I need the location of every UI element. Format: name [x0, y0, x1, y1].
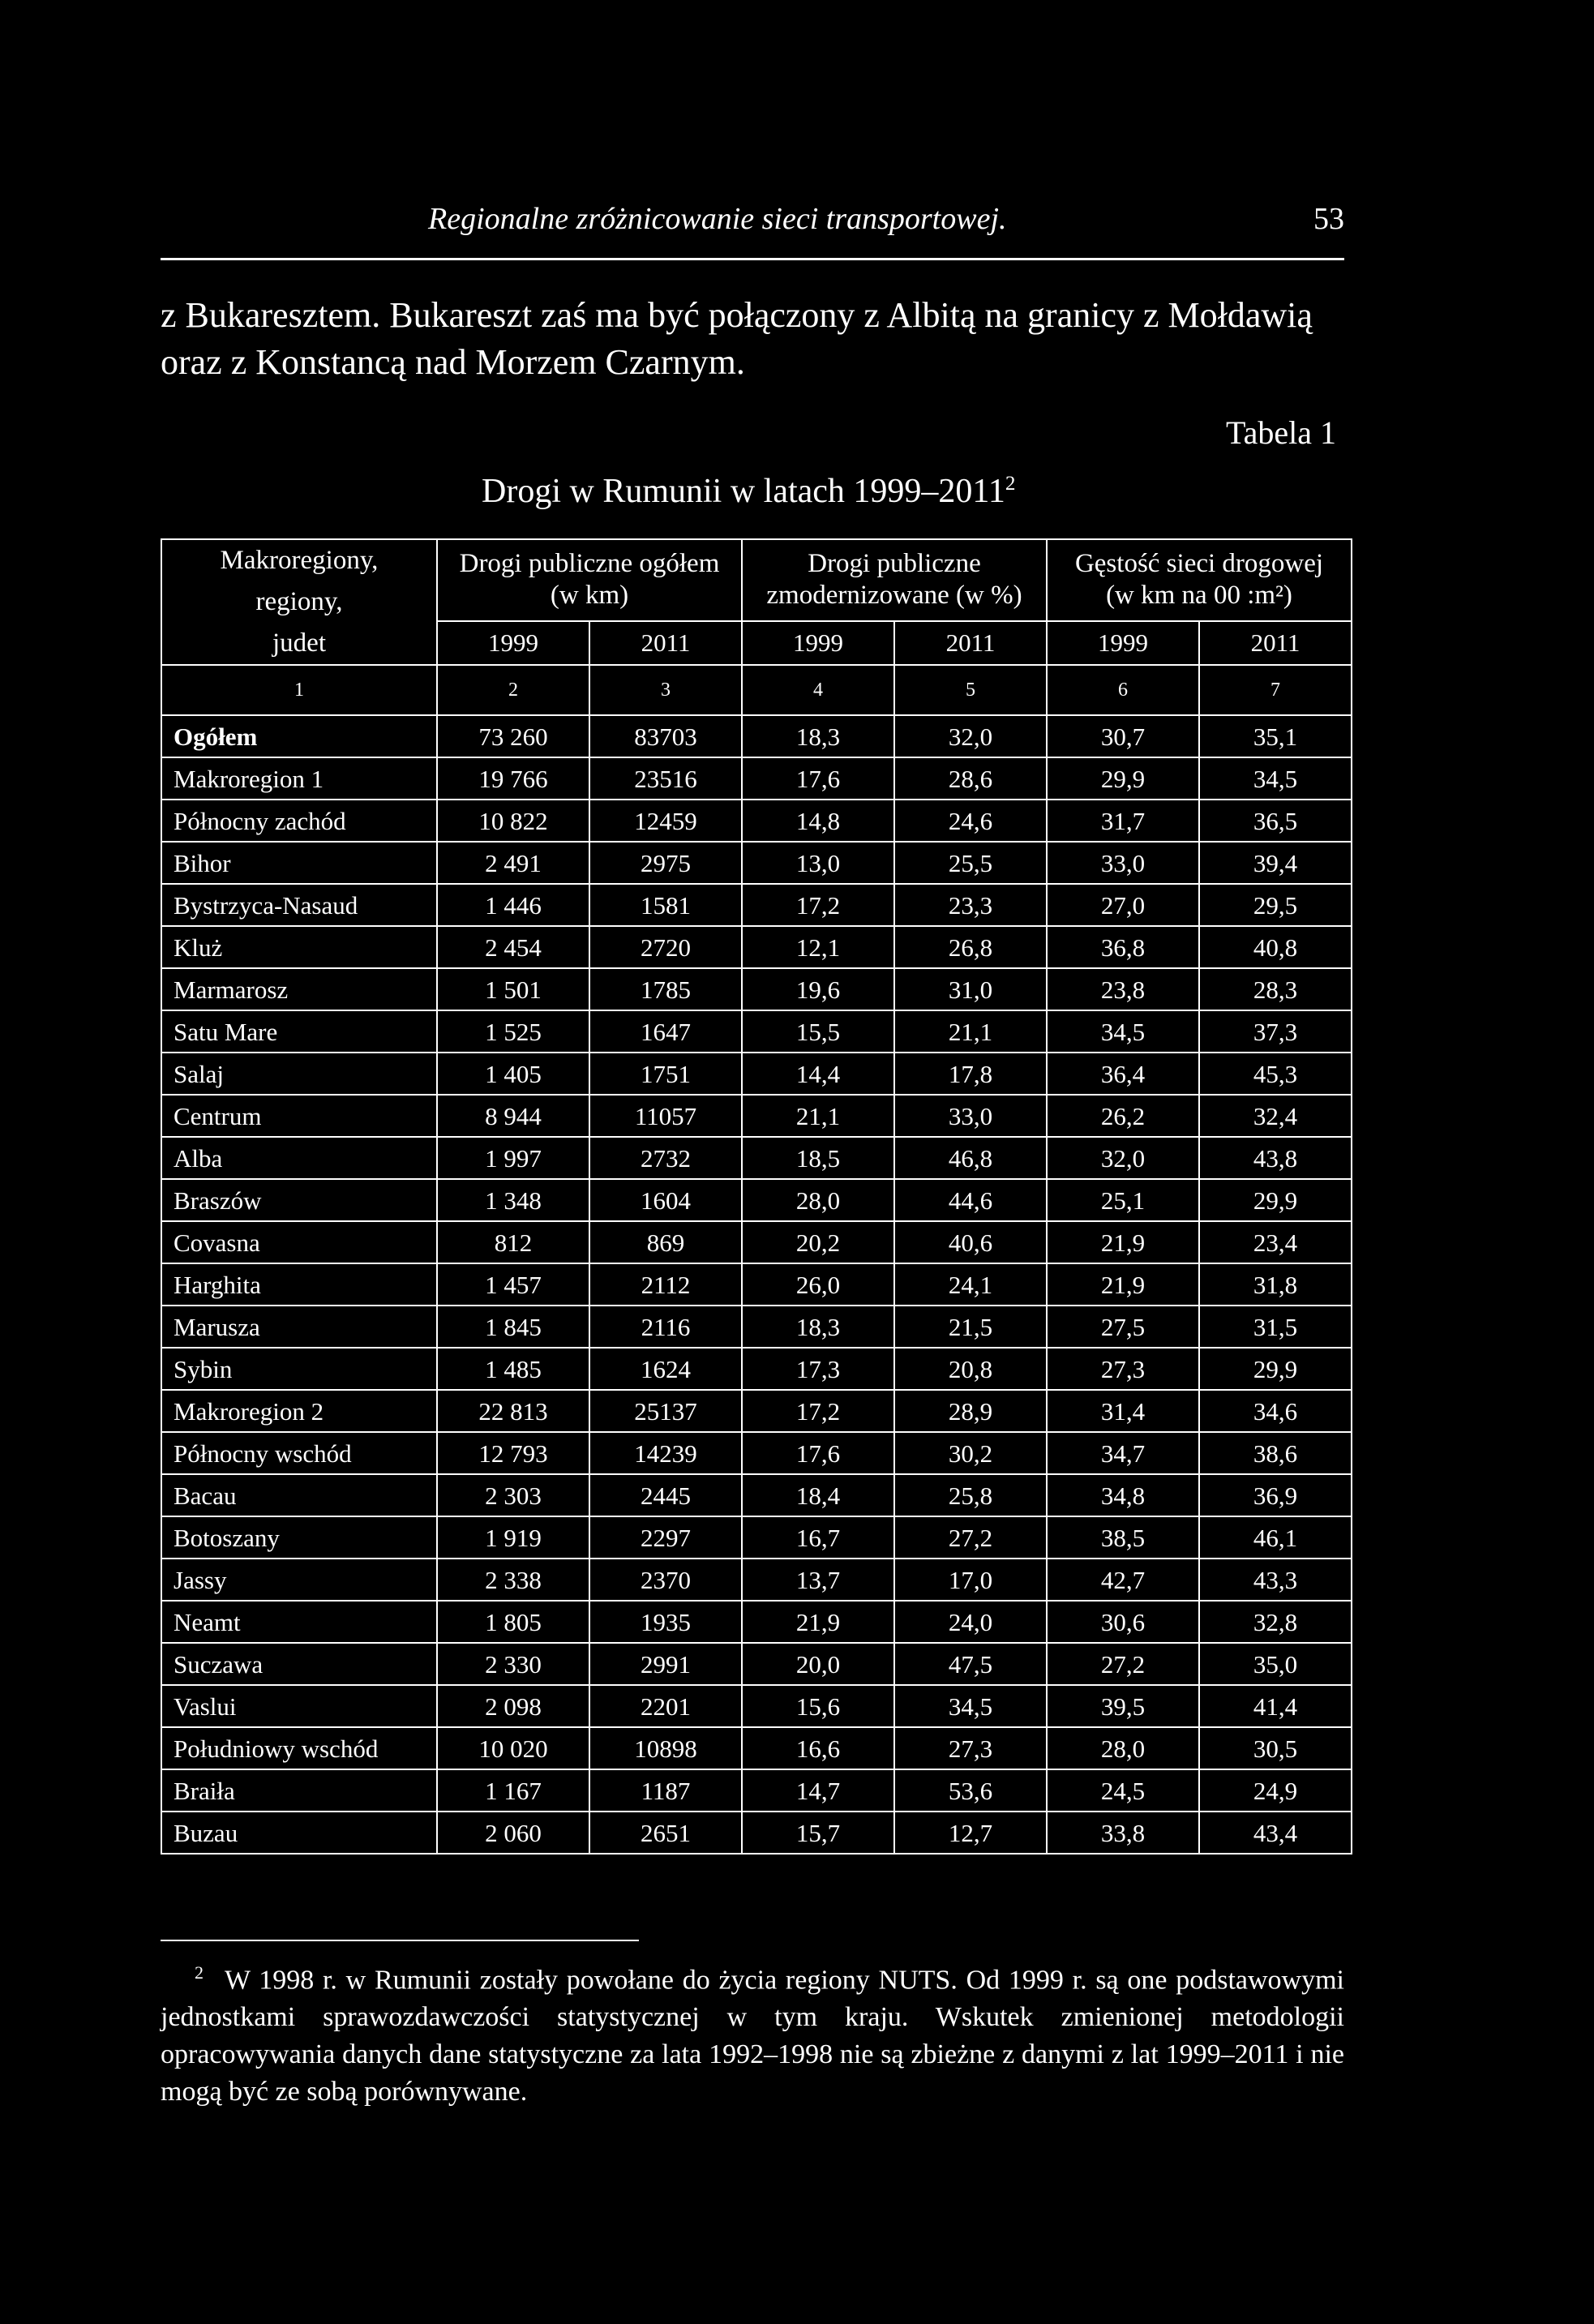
- value-cell: 39,5: [1047, 1685, 1199, 1727]
- value-cell: 34,8: [1047, 1474, 1199, 1516]
- value-cell: 27,0: [1047, 884, 1199, 926]
- value-cell: 42,7: [1047, 1559, 1199, 1601]
- value-cell: 13,0: [742, 842, 894, 884]
- value-cell: 17,0: [894, 1559, 1047, 1601]
- value-cell: 2 330: [437, 1643, 589, 1685]
- value-cell: 29,9: [1199, 1348, 1352, 1390]
- group-header-line: Drogi publiczne ogółem: [459, 549, 720, 579]
- table-row: [161, 1432, 1352, 1474]
- value-cell: 10 020: [437, 1727, 589, 1769]
- value-cell: 2720: [589, 926, 742, 968]
- table-row: [161, 1263, 1352, 1306]
- region-name-cell: Covasna: [161, 1221, 437, 1263]
- corner-header-line: regiony,: [255, 587, 343, 617]
- value-cell: 18,5: [742, 1137, 894, 1179]
- value-cell: 13,7: [742, 1559, 894, 1601]
- value-cell: 34,5: [1047, 1010, 1199, 1053]
- table-row: [161, 715, 1352, 757]
- value-cell: 24,5: [1047, 1769, 1199, 1812]
- value-cell: 14239: [589, 1432, 742, 1474]
- value-cell: 21,1: [742, 1095, 894, 1137]
- value-cell: 27,2: [894, 1516, 1047, 1559]
- value-cell: 2 098: [437, 1685, 589, 1727]
- running-header: [161, 195, 1344, 243]
- value-cell: 27,3: [1047, 1348, 1199, 1390]
- value-cell: 2 303: [437, 1474, 589, 1516]
- value-cell: 16,7: [742, 1516, 894, 1559]
- value-cell: 32,4: [1199, 1095, 1352, 1137]
- region-name-cell: Południowy wschód: [161, 1727, 437, 1769]
- value-cell: 38,5: [1047, 1516, 1199, 1559]
- region-name-cell: Kluż: [161, 926, 437, 968]
- value-cell: 17,2: [742, 884, 894, 926]
- table-row: [161, 1769, 1352, 1812]
- value-cell: 39,4: [1199, 842, 1352, 884]
- table-row: [161, 968, 1352, 1010]
- column-index: 1: [161, 665, 437, 715]
- value-cell: 21,9: [1047, 1263, 1199, 1306]
- value-cell: 28,3: [1199, 968, 1352, 1010]
- value-cell: 869: [589, 1221, 742, 1263]
- value-cell: 27,2: [1047, 1643, 1199, 1685]
- value-cell: 34,5: [1199, 757, 1352, 800]
- value-cell: 17,6: [742, 757, 894, 800]
- column-index: 7: [1199, 665, 1352, 715]
- value-cell: 1581: [589, 884, 742, 926]
- value-cell: 34,5: [894, 1685, 1047, 1727]
- value-cell: 20,0: [742, 1643, 894, 1685]
- table-label: Tabela 1: [1225, 414, 1336, 451]
- value-cell: 22 813: [437, 1390, 589, 1432]
- value-cell: 10 822: [437, 800, 589, 842]
- value-cell: 12 793: [437, 1432, 589, 1474]
- running-header-title: Regionalne zróżnicowanie sieci transportowej.: [428, 202, 1007, 236]
- value-cell: 47,5: [894, 1643, 1047, 1685]
- value-cell: 31,7: [1047, 800, 1199, 842]
- region-name-cell: Alba: [161, 1137, 437, 1179]
- value-cell: 15,5: [742, 1010, 894, 1053]
- value-cell: 2201: [589, 1685, 742, 1727]
- value-cell: 18,3: [742, 1306, 894, 1348]
- group-header-line: Drogi publiczne: [808, 549, 981, 579]
- value-cell: 1 845: [437, 1306, 589, 1348]
- value-cell: 29,5: [1199, 884, 1352, 926]
- value-cell: 15,7: [742, 1812, 894, 1854]
- value-cell: 1 446: [437, 884, 589, 926]
- value-cell: 31,0: [894, 968, 1047, 1010]
- value-cell: 1 997: [437, 1137, 589, 1179]
- table-row: [161, 1095, 1352, 1137]
- value-cell: 26,2: [1047, 1095, 1199, 1137]
- table-title-text: Drogi w Rumunii w latach 1999–2011: [482, 473, 1005, 510]
- value-cell: 1 167: [437, 1769, 589, 1812]
- region-name-cell: Marmarosz: [161, 968, 437, 1010]
- region-name-cell: Północny wschód: [161, 1432, 437, 1474]
- value-cell: 38,6: [1199, 1432, 1352, 1474]
- value-cell: 14,4: [742, 1053, 894, 1095]
- value-cell: 1624: [589, 1348, 742, 1390]
- value-cell: 20,8: [894, 1348, 1047, 1390]
- value-cell: 19 766: [437, 757, 589, 800]
- region-name-cell: Satu Mare: [161, 1010, 437, 1053]
- value-cell: 2445: [589, 1474, 742, 1516]
- value-cell: 43,3: [1199, 1559, 1352, 1601]
- value-cell: 2370: [589, 1559, 742, 1601]
- value-cell: 30,7: [1047, 715, 1199, 757]
- column-index: 2: [437, 665, 589, 715]
- value-cell: 25,5: [894, 842, 1047, 884]
- value-cell: 24,0: [894, 1601, 1047, 1643]
- value-cell: 31,8: [1199, 1263, 1352, 1306]
- value-cell: 2 454: [437, 926, 589, 968]
- value-cell: 30,5: [1199, 1727, 1352, 1769]
- region-name-cell: Braiła: [161, 1769, 437, 1812]
- table-row: [161, 1179, 1352, 1221]
- table-row: [161, 884, 1352, 926]
- region-name-cell: Braszów: [161, 1179, 437, 1221]
- corner-header-line: judet: [272, 628, 326, 658]
- value-cell: 8 944: [437, 1095, 589, 1137]
- table-row: [161, 1137, 1352, 1179]
- value-cell: 812: [437, 1221, 589, 1263]
- value-cell: 44,6: [894, 1179, 1047, 1221]
- value-cell: 1647: [589, 1010, 742, 1053]
- corner-header: [161, 539, 437, 665]
- value-cell: 1 485: [437, 1348, 589, 1390]
- value-cell: 32,0: [894, 715, 1047, 757]
- value-cell: 12459: [589, 800, 742, 842]
- value-cell: 16,6: [742, 1727, 894, 1769]
- value-cell: 1604: [589, 1179, 742, 1221]
- region-name-cell: Jassy: [161, 1559, 437, 1601]
- value-cell: 2651: [589, 1812, 742, 1854]
- value-cell: 17,2: [742, 1390, 894, 1432]
- value-cell: 73 260: [437, 715, 589, 757]
- value-cell: 24,6: [894, 800, 1047, 842]
- column-index: 3: [589, 665, 742, 715]
- table-row: [161, 1474, 1352, 1516]
- value-cell: 1751: [589, 1053, 742, 1095]
- value-cell: 37,3: [1199, 1010, 1352, 1053]
- body-paragraph: z Bukaresztem. Bukareszt zaś ma być połączony z Albitą na granicy z Mołdawią oraz z Konstancą nad Morzem Czarnym.: [161, 295, 1313, 382]
- value-cell: 35,0: [1199, 1643, 1352, 1685]
- value-cell: 2297: [589, 1516, 742, 1559]
- header-rule: [161, 258, 1344, 260]
- value-cell: 14,8: [742, 800, 894, 842]
- value-cell: 18,4: [742, 1474, 894, 1516]
- value-cell: 12,7: [894, 1812, 1047, 1854]
- value-cell: 1 405: [437, 1053, 589, 1095]
- value-cell: 1935: [589, 1601, 742, 1643]
- value-cell: 83703: [589, 715, 742, 757]
- value-cell: 2975: [589, 842, 742, 884]
- table-row: [161, 1010, 1352, 1053]
- table-row: [161, 1812, 1352, 1854]
- value-cell: 17,8: [894, 1053, 1047, 1095]
- value-cell: 32,8: [1199, 1601, 1352, 1643]
- region-name-cell: Buzau: [161, 1812, 437, 1854]
- page-number: 53: [1313, 202, 1344, 236]
- value-cell: 33,0: [1047, 842, 1199, 884]
- value-cell: 26,0: [742, 1263, 894, 1306]
- table-row: [161, 1516, 1352, 1559]
- table-row: [161, 757, 1352, 800]
- table-title: [482, 472, 1015, 511]
- value-cell: 40,8: [1199, 926, 1352, 968]
- group-header-modernized-roads: [742, 539, 1047, 621]
- table-row: [161, 1221, 1352, 1263]
- value-cell: 34,6: [1199, 1390, 1352, 1432]
- value-cell: 1785: [589, 968, 742, 1010]
- value-cell: 36,8: [1047, 926, 1199, 968]
- value-cell: 2116: [589, 1306, 742, 1348]
- value-cell: 27,5: [1047, 1306, 1199, 1348]
- table-row: [161, 1601, 1352, 1643]
- table-row: [161, 1727, 1352, 1769]
- table-row: [161, 842, 1352, 884]
- value-cell: 25,8: [894, 1474, 1047, 1516]
- value-cell: 1187: [589, 1769, 742, 1812]
- value-cell: 1 501: [437, 968, 589, 1010]
- value-cell: 36,9: [1199, 1474, 1352, 1516]
- value-cell: 2 338: [437, 1559, 589, 1601]
- group-header-line: zmodernizowane (w %): [766, 581, 1022, 611]
- value-cell: 21,9: [742, 1601, 894, 1643]
- value-cell: 30,2: [894, 1432, 1047, 1474]
- table-row: [161, 1348, 1352, 1390]
- region-name-cell: Bihor: [161, 842, 437, 884]
- value-cell: 29,9: [1199, 1179, 1352, 1221]
- value-cell: 25,1: [1047, 1179, 1199, 1221]
- value-cell: 1 919: [437, 1516, 589, 1559]
- year-header: 2011: [589, 621, 742, 666]
- value-cell: 31,5: [1199, 1306, 1352, 1348]
- value-cell: 41,4: [1199, 1685, 1352, 1727]
- value-cell: 32,0: [1047, 1137, 1199, 1179]
- region-name-cell: Suczawa: [161, 1643, 437, 1685]
- value-cell: 23,4: [1199, 1221, 1352, 1263]
- region-name-cell: Botoszany: [161, 1516, 437, 1559]
- value-cell: 46,1: [1199, 1516, 1352, 1559]
- value-cell: 11057: [589, 1095, 742, 1137]
- column-index: 4: [742, 665, 894, 715]
- value-cell: 21,1: [894, 1010, 1047, 1053]
- value-cell: 24,1: [894, 1263, 1047, 1306]
- table-row: [161, 1559, 1352, 1601]
- table-row: [161, 1685, 1352, 1727]
- value-cell: 35,1: [1199, 715, 1352, 757]
- region-name-cell: Północny zachód: [161, 800, 437, 842]
- footnote: [161, 1954, 1344, 2111]
- table-row: [161, 1053, 1352, 1095]
- group-header-line: Gęstość sieci drogowej: [1074, 549, 1324, 579]
- value-cell: 15,6: [742, 1685, 894, 1727]
- value-cell: 1 525: [437, 1010, 589, 1053]
- value-cell: 53,6: [894, 1769, 1047, 1812]
- value-cell: 17,3: [742, 1348, 894, 1390]
- value-cell: 21,9: [1047, 1221, 1199, 1263]
- year-header: 1999: [742, 621, 894, 666]
- value-cell: 45,3: [1199, 1053, 1352, 1095]
- value-cell: 40,6: [894, 1221, 1047, 1263]
- value-cell: 29,9: [1047, 757, 1199, 800]
- group-header-network-density: [1047, 539, 1352, 621]
- value-cell: 26,8: [894, 926, 1047, 968]
- column-index-row: [161, 665, 1352, 715]
- table-row: [161, 926, 1352, 968]
- value-cell: 10898: [589, 1727, 742, 1769]
- value-cell: 2732: [589, 1137, 742, 1179]
- value-cell: 30,6: [1047, 1601, 1199, 1643]
- value-cell: 28,0: [1047, 1727, 1199, 1769]
- value-cell: 2991: [589, 1643, 742, 1685]
- value-cell: 23,8: [1047, 968, 1199, 1010]
- group-header-total-roads: [437, 539, 742, 621]
- region-name-cell: Neamt: [161, 1601, 437, 1643]
- year-header: 2011: [1199, 621, 1352, 666]
- region-name-cell: Sybin: [161, 1348, 437, 1390]
- value-cell: 28,0: [742, 1179, 894, 1221]
- region-name-cell: Makroregion 1: [161, 757, 437, 800]
- value-cell: 12,1: [742, 926, 894, 968]
- value-cell: 19,6: [742, 968, 894, 1010]
- group-header-line: (w km): [550, 581, 629, 611]
- value-cell: 36,4: [1047, 1053, 1199, 1095]
- table-body: [161, 665, 1352, 1854]
- value-cell: 28,6: [894, 757, 1047, 800]
- value-cell: 33,8: [1047, 1812, 1199, 1854]
- footnote-rule: [161, 1940, 639, 1941]
- region-name-cell: Vaslui: [161, 1685, 437, 1727]
- value-cell: 2112: [589, 1263, 742, 1306]
- year-header: 1999: [1047, 621, 1199, 666]
- value-cell: 1 457: [437, 1263, 589, 1306]
- column-index: 6: [1047, 665, 1199, 715]
- region-name-cell: Harghita: [161, 1263, 437, 1306]
- corner-header-line: Makroregiony,: [220, 546, 379, 575]
- value-cell: 23516: [589, 757, 742, 800]
- value-cell: 2 491: [437, 842, 589, 884]
- year-header: 2011: [894, 621, 1047, 666]
- region-name-cell: Ogółem: [161, 715, 437, 757]
- region-name-cell: Salaj: [161, 1053, 437, 1095]
- value-cell: 43,4: [1199, 1812, 1352, 1854]
- group-header-line: (w km na 00 :m²): [1106, 581, 1292, 611]
- value-cell: 36,5: [1199, 800, 1352, 842]
- value-cell: 17,6: [742, 1432, 894, 1474]
- year-header: 1999: [437, 621, 589, 666]
- value-cell: 31,4: [1047, 1390, 1199, 1432]
- table-row: [161, 1643, 1352, 1685]
- value-cell: 14,7: [742, 1769, 894, 1812]
- value-cell: 33,0: [894, 1095, 1047, 1137]
- roads-table: [161, 538, 1352, 1854]
- value-cell: 46,8: [894, 1137, 1047, 1179]
- value-cell: 27,3: [894, 1727, 1047, 1769]
- value-cell: 21,5: [894, 1306, 1047, 1348]
- table-row: [161, 800, 1352, 842]
- value-cell: 20,2: [742, 1221, 894, 1263]
- column-index: 5: [894, 665, 1047, 715]
- region-name-cell: Marusza: [161, 1306, 437, 1348]
- table-row: [161, 1306, 1352, 1348]
- value-cell: 1 805: [437, 1601, 589, 1643]
- footnote-mark: 2: [195, 1962, 204, 1983]
- value-cell: 28,9: [894, 1390, 1047, 1432]
- table-title-footnote-mark: 2: [1005, 473, 1016, 495]
- table-row: [161, 1390, 1352, 1432]
- region-name-cell: Bystrzyca-Nasaud: [161, 884, 437, 926]
- value-cell: 34,7: [1047, 1432, 1199, 1474]
- region-name-cell: Makroregion 2: [161, 1390, 437, 1432]
- region-name-cell: Bacau: [161, 1474, 437, 1516]
- value-cell: 24,9: [1199, 1769, 1352, 1812]
- value-cell: 43,8: [1199, 1137, 1352, 1179]
- footnote-text: W 1998 r. w Rumunii zostały powołane do życia regiony NUTS. Od 1999 r. są one podstawowymi jednostkami sprawozdawczości statystycznej w tym kraju. Wskutek zmienionej metodologii opracowywania danych dane statystyczne za lata 1992–1998 nie są zbieżne z danymi z lat 1999–2011 i nie mogą być ze sobą porównywane.: [161, 1965, 1344, 2107]
- value-cell: 2 060: [437, 1812, 589, 1854]
- value-cell: 1 348: [437, 1179, 589, 1221]
- value-cell: 25137: [589, 1390, 742, 1432]
- region-name-cell: Centrum: [161, 1095, 437, 1137]
- value-cell: 23,3: [894, 884, 1047, 926]
- value-cell: 18,3: [742, 715, 894, 757]
